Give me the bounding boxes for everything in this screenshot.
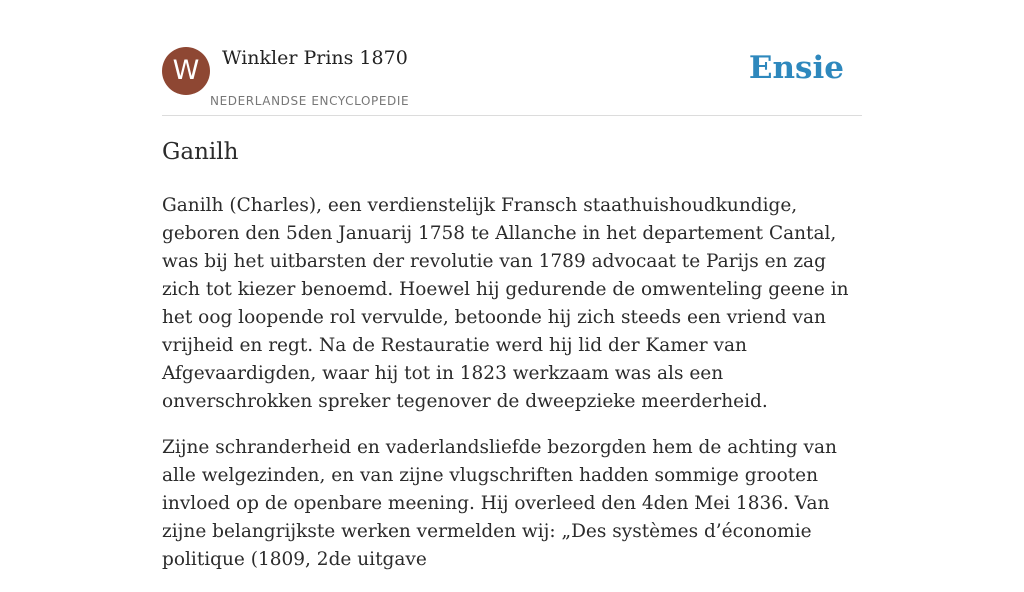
ensie-logo[interactable]: Ensie xyxy=(748,50,844,86)
source-avatar[interactable]: W xyxy=(162,47,210,95)
source-subtitle: NEDERLANDSE ENCYCLOPEDIE xyxy=(210,94,410,108)
article-paragraph: Ganilh (Charles), een verdienstelijk Fransch staathuishoudkundige, geboren den 5den Januarij 1758 te Allanche in het departement Cantal, was bij het uitbarsten der revolutie van 1789 advocaat te Parijs en zag zich tot kiezer benoemd. Hoewel hij gedurende de omwenteling geene in het oog loopende rol vervulde, betoonde hij zich steeds een vriend van vrijheid en regt. Na de Restauratie werd hij lid der Kamer van Afgevaardigden, waar hij tot in 1823 werkzaam was als een onverschrokken spreker tegenover de dweepzieke meerderheid. xyxy=(162,195,849,412)
article-paragraph: Zijne schranderheid en vaderlandsliefde bezorgden hem de achting van alle welgezinden, en van zijne vlugschriften hadden sommige grooten invloed op de openbare meening. Hij overleed den 4den Mei 1836. Van zijne belangrijkste werken vermelden wij: „Des systèmes d’économie politique (1809, 2de uitgave xyxy=(162,437,837,570)
source-header xyxy=(162,44,862,116)
article-title: Ganilh xyxy=(162,139,239,165)
article-body xyxy=(162,192,862,592)
source-title[interactable]: Winkler Prins 1870 xyxy=(222,47,408,69)
